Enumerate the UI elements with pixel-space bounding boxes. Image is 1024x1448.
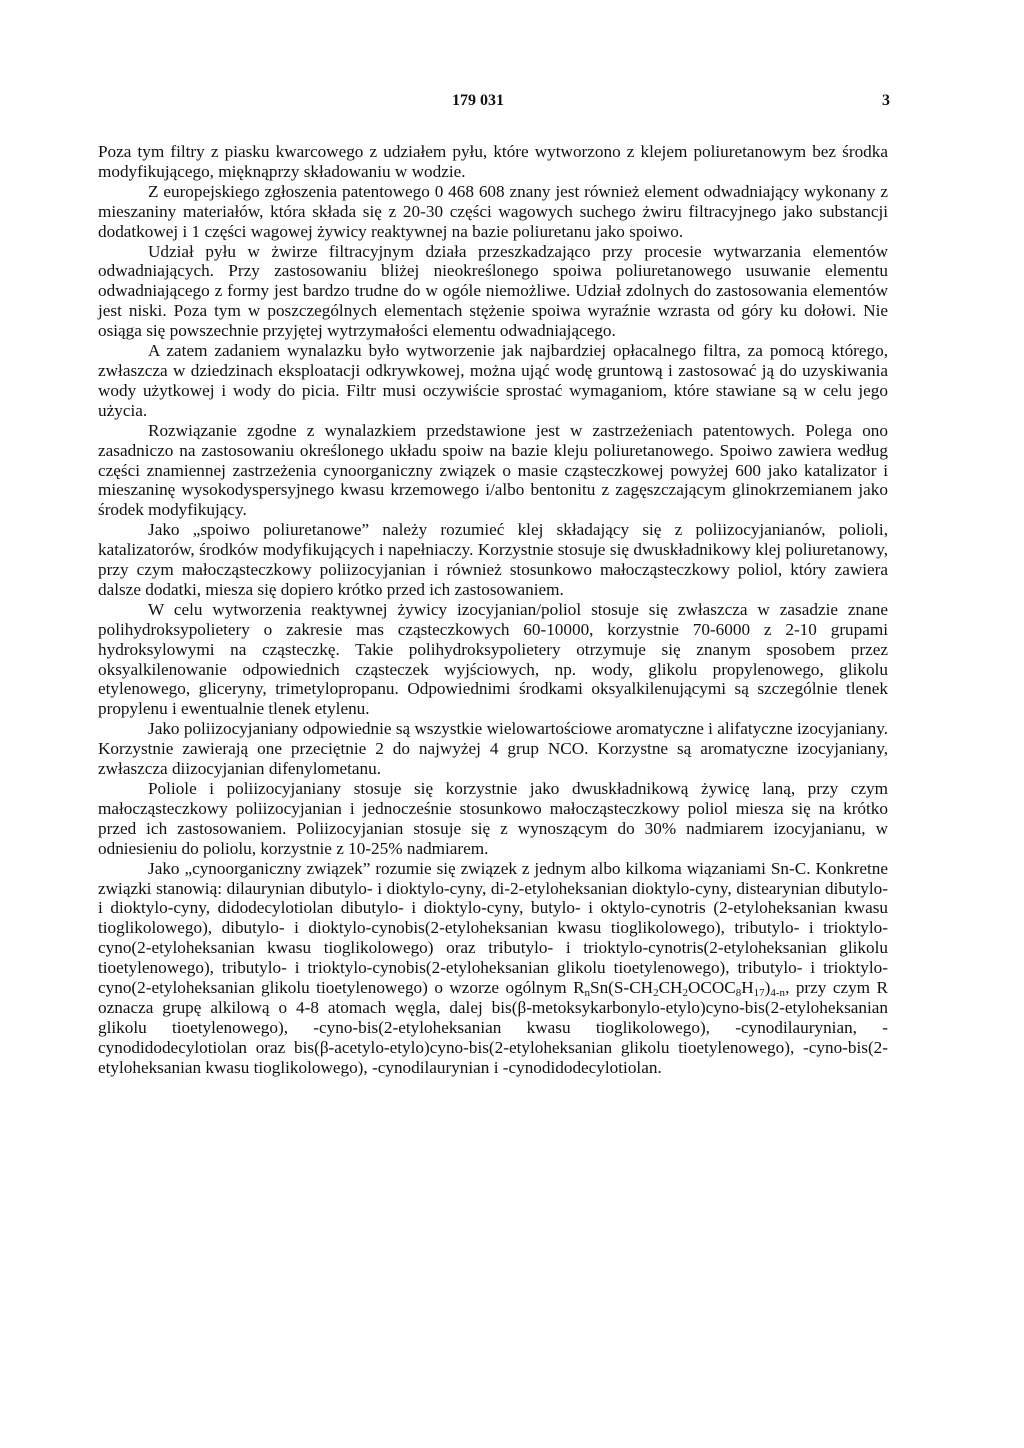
paragraph-10 [98, 859, 888, 1078]
paragraph-6: Jako „spoiwo poliuretanowe” należy rozumieć klej składający się z poliizocyjanianów, polioli, katalizatorów, środków modyfikujących i napełniaczy. Korzystnie stosuje się dwuskładnikowy klej poliuretanowy, przy czym małocząsteczkowy poliizocyjanian i również stosunkowo małocząsteczkowy poliol, który zawiera dalsze dodatki, miesza się dopiero krótko przed ich zastosowaniem. [98, 520, 888, 599]
body-text [98, 142, 888, 1078]
paragraph-3: Udział pyłu w żwirze filtracyjnym działa przeszkadzająco przy procesie wytwarzania elementów odwadniających. Przy zastosowaniu bliżej nieokreślonego spoiwa poliuretanowego usuwanie elementu odwadniającego z formy jest bardzo trudne do w ogóle niemożliwe. Udział zdolnych do zastosowania elementów jest niski. Poza tym w poszczególnych elementach stężenie spoiwa wyraźnie wzrasta od góry ku dołowi. Nie osiąga się powszechnie przyjętej wytrzymałości elementu odwadniającego. [98, 241, 888, 341]
paragraph-7: W celu wytworzenia reaktywnej żywicy izocyjanian/poliol stosuje się zwłaszcza w zasadzie znane polihydroksypolietery o zakresie mas cząsteczkowych 60-10000, korzystnie 70-6000 z 2-10 grupami hydroksylowymi na cząsteczkę. Takie polihydroksypolietery otrzymuje się znanym sposobem przez oksyalkilenowanie odpowiednich cząsteczek wyjściowych, np. wody, glikolu propylenowego, glikolu etylenowego, gliceryny, trimetylopropanu. Odpowiednimi środkami oksyalkilenującymi są szczególnie tlenek propylenu i ewentualnie tlenek etylenu. [98, 599, 888, 719]
paragraph-4: A zatem zadaniem wynalazku było wytworzenie jak najbardziej opłacalnego filtra, za pomocą którego, zwłaszcza w dziedzinach eksploatacji odkrywkowej, można ująć wodę gruntową i zastosować ją do uzyskiwania wody użytkowej i wody do picia. Filtr musi oczywiście sprostać wymaganiom, które stawiane są w celu jego użycia. [98, 341, 888, 420]
page-header [0, 92, 1024, 116]
chemical-formula: $R_nSn(S-CH_2CH_2OCOC_8H_{17})_{4-n}$, [573, 978, 790, 1000]
paragraph-1: Poza tym filtry z piasku kwarcowego z udziałem pyłu, które wytworzono z klejem poliuretanowym bez środka modyfikującego, mięknąprzy składowaniu w wodzie. [98, 142, 888, 181]
patent-number: 179 031 [452, 92, 504, 109]
page-number: 3 [882, 92, 890, 109]
paragraph-2: Z europejskiego zgłoszenia patentowego 0 468 608 znany jest również element odwadniający wykonany z mieszaniny materiałów, która składa się z 20-30 części wagowych suchego żwiru filtracyjnego jako substancji dodatkowej i 1 części wagowej żywicy reaktywnej na bazie poliuretanu jako spoiwo. [98, 181, 888, 241]
paragraph-9: Poliole i poliizocyjaniany stosuje się korzystnie jako dwuskładnikową żywicę laną, przy czym małocząsteczkowy poliizocyjanian i jednocześnie stosunkowo małocząsteczkowy poliol miesza się na krótko przed ich zastosowaniem. Poliizocyjanian stosuje się z wynoszącym do 30% nadmiarem izocyjanianu, w odniesieniu do poliolu, korzystnie z 10-25% nadmiarem. [98, 779, 888, 858]
paragraph-10-text-end: przy czym R oznacza grupę alkilową o 4-8 atomach węgla, dalej bis(β-metoksykarbonylo-etylo)cyno-bis(2-etyloheksanian glikolu tioetylenowego), -cyno-bis(2-etyloheksanian kwasu tioglikolowego), -cynodilaurynian, -cynodidodecylotiolan oraz bis(β-acetylo-etylo)cyno-bis(2-etyloheksanian glikolu tioetylenowego), -cyno-bis(2-etyloheksanian kwasu tioglikolowego), -cynodilaurynian i -cynodidodecylotiolan. [98, 978, 888, 1077]
paragraph-10-text-start: Jako „cynoorganiczny związek” rozumie się związek z jednym albo kilkoma wiązaniami Sn-C. Konkretne związki stanowią: dilaurynian dibutylo- i dioktylo-cyny, di-2-etyloheksanian dioktylo-cyny, distearynian dibutylo- i dioktylo-cyny, didodecylotiolan dibutylo- i dioktylo-cyny, butylo- i oktylo-cynotris (2-etyloheksanian kwasu tioglikolowego), dibutylo- i dioktylo-cynobis(2-etyloheksanian kwasu tioglikolowego), tributylo- i trioktylo-cyno(2-etyloheksanian kwasu tioglikolowego) oraz tributylo- i trioktylo-cynotris(2-etyloheksanian glikolu tioetylenowego), tributylo- i trioktylo-cynobis(2-etyloheksanian glikolu tioetylenowego), tributylo- i trioktylo-cyno(2-etyloheksanian glikolu tioetylenowego) o wzorze ogólnym [98, 858, 888, 998]
paragraph-5: Rozwiązanie zgodne z wynalazkiem przedstawione jest w zastrzeżeniach patentowych. Polega ono zasadniczo na zastosowaniu określonego układu spoiw na bazie kleju poliuretanowego. Spoiwo zawiera według części znamiennej zastrzeżenia cynoorganiczny związek o masie cząsteczkowej powyżej 600 jako katalizator i mieszaninę wysokodyspersyjnego kwasu krzemowego i/albo bentonitu z zagęszczającym glinokrzemianem jako środek modyfikujący. [98, 420, 888, 520]
paragraph-8: Jako poliizocyjaniany odpowiednie są wszystkie wielowartościowe aromatyczne i alifatyczne izocyjaniany. Korzystnie zawierają one przeciętnie 2 do najwyżej 4 grup NCO. Korzystne są aromatyczne izocyjaniany, zwłaszcza diizocyjanian difenylometanu. [98, 719, 888, 779]
